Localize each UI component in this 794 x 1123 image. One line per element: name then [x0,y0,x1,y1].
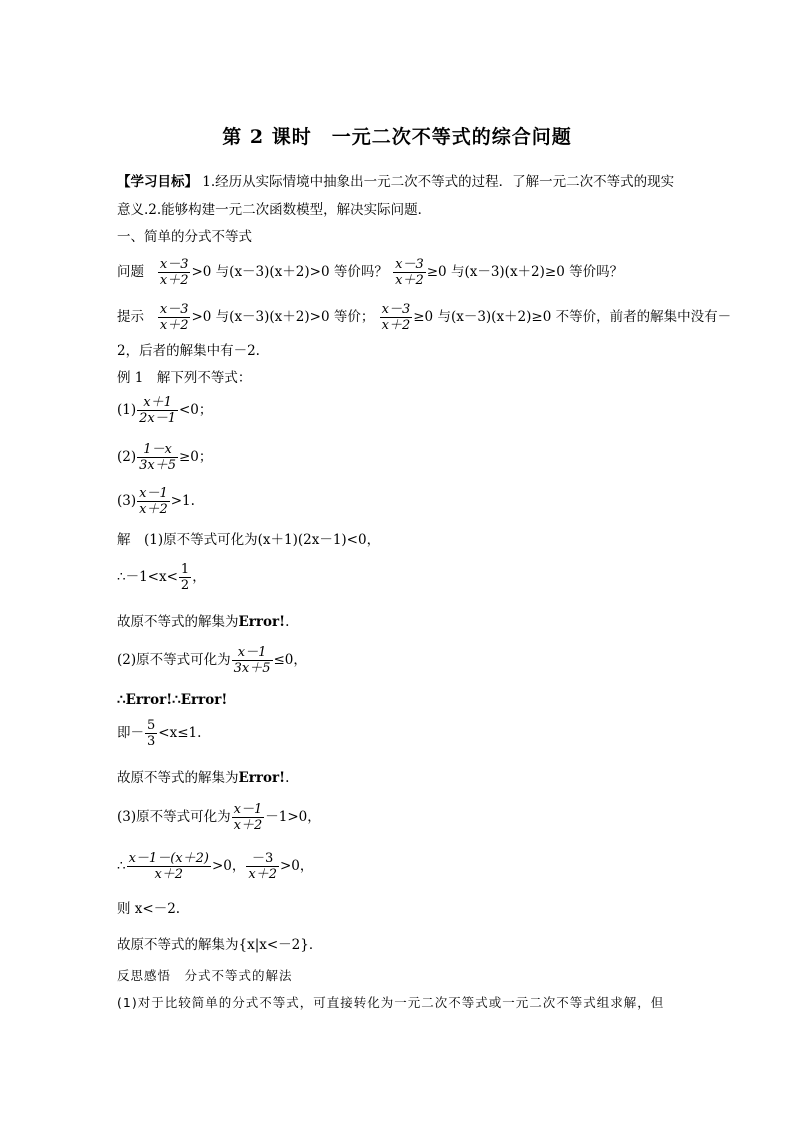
question-line [117,257,623,288]
reflection-text: (1)对于比较简单的分式不等式，可直接转化为一元二次不等式或一元二次不等式组求解，但 [117,995,665,1010]
solution-step-11: 故原不等式的解集为{x|x<－2}． [117,937,323,953]
question-fraction-1: $\frac{x-3}{x+2}$ [159,257,189,288]
example-problem-1: (1) $\frac{x+1}{2x-1}$ <0； [117,395,213,426]
hint-text-1: >0 与(x－3)(x＋2)>0 等价； [191,309,375,325]
reflection-heading: 反思感悟 分式不等式的解法 [117,968,293,983]
solution-step-4: (2)原不等式可化为 $\frac{x-1}{3x+5}$ ≤0， [117,645,307,676]
solution-step-10: 则 x<－2. [117,901,181,917]
section-heading: 一、简单的分式不等式 [117,229,252,245]
example-label: 例 1 解下列不等式： [117,370,252,386]
hint-line-2: 2，后者的解集中有－2. [117,343,260,359]
question-label: 问题 [117,264,144,280]
page-title: 第 2 课时 一元二次不等式的综合问题 [222,126,572,148]
hint-text-2: ≥0 与(x－3)(x＋2)≥0 不等价，前者的解集中没有－ [413,309,732,325]
solution-step-7: 故原不等式的解集为Error!. [117,770,290,786]
hint-fraction-1: $\frac{x-3}{x+2}$ [159,302,189,333]
solution-step-2: ∴－1<x< $\frac{1}{2}$ ， [117,562,206,593]
question-text-2: ≥0 与(x－3)(x＋2)≥0 等价吗？ [426,264,624,280]
solution-step-8: (3)原不等式可化为 $\frac{x-1}{x+2}$ －1>0， [117,802,321,833]
learning-goal-line-2: 意义.2.能够构建一元二次函数模型，解决实际问题． [117,202,432,218]
hint-line [117,302,731,333]
hint-label: 提示 [117,309,144,325]
solution-step-6: 即－ $\frac{5}{3}$ <x≤1. [117,718,202,749]
solution-step-1: 解 (1)原不等式可化为(x＋1)(2x－1)<0， [117,532,381,548]
hint-fraction-2: $\frac{x-3}{x+2}$ [381,302,411,333]
learning-goal-line-1 [117,173,674,191]
question-text-1: >0 与(x－3)(x＋2)>0 等价吗？ [191,264,388,280]
solution-step-3: 故原不等式的解集为Error!. [117,614,290,630]
learning-goal-label: 【学习目标】 [117,174,198,190]
example-problem-2: (2) $\frac{1-x}{3x+5}$ ≥0； [117,442,213,473]
learning-goal-text: 1.经历从实际情境中抽象出一元二次不等式的过程．了解一元二次不等式的现实 [198,174,675,190]
example-problem-3: (3) $\frac{x-1}{x+2}$ >1. [117,486,195,517]
solution-step-9: ∴ $\frac{x-1-(x+2)}{x+2}$ >0， $\frac{-3}{x+2}$ >0， [117,851,314,882]
question-fraction-2: $\frac{x-3}{x+2}$ [395,257,424,288]
solution-step-5: ∴Error!∴Error! [117,692,228,708]
